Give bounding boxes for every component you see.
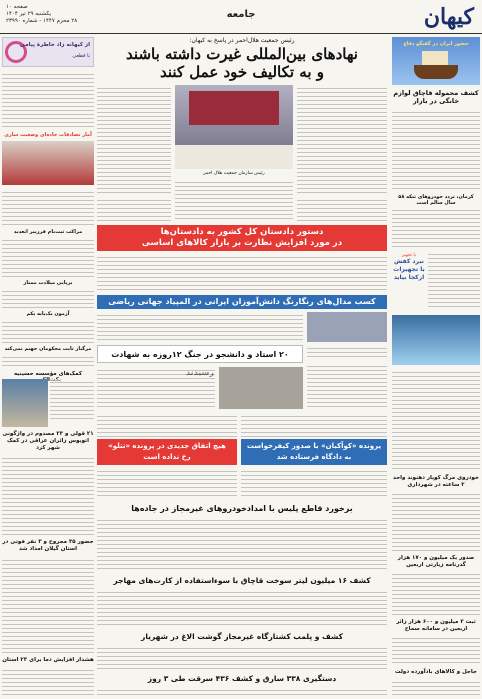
kicker-box: با تجهیز نبرد کفش با تجهیزات ازکجا بیاید [393,253,425,281]
story-text [97,197,171,221]
story-box [392,251,480,311]
olympiad-photo [307,312,387,342]
story-text [97,413,237,437]
story-text [297,85,387,193]
sports-photo [2,141,94,185]
story-text [97,468,237,498]
story-text [2,557,94,653]
red-headline: دستور دادستان کل کشور به دادستان‌ها در مورد افزایش نظارت بر بازار کالاهای اساسی [97,225,387,251]
story-text [97,312,303,342]
story-head: آزمون یک‌پایه یکم [26,311,70,317]
story-head: جاجل و کالاهای بادآورده دولت [395,669,477,675]
story-head: کمک‌های مؤسسه حسینیه [13,371,83,377]
ad-title: از کیهانه زاد خاطرهٔ پیامی [19,42,90,48]
story-text [392,571,480,615]
logo: کیهان [423,4,474,30]
theft-headline: دستگیری ۳۳۸ سارق و کشف ۴۳۶ سرقت طی ۳ روز [147,674,337,683]
section-title: جامعه [226,9,256,20]
left-red-headline: هیچ اتفاق جدیدی در پرونده «تتلو» رخ نداده است [97,439,237,465]
ship-photo [392,37,480,85]
story-text [2,189,94,225]
date-block [6,4,77,25]
police-headline: برخورد قاطع پلیس با امدادخودروهای غیرمجاز در جاده‌ها [131,504,353,513]
ocean-photo [392,315,480,365]
ship-caption: حضور ایران در گفتگو دفاع [403,41,469,47]
photo-caption: رئیس سازمان جمعیت هلال احمر [203,171,265,176]
story-head: صدور یک میلیون و ۱۷۰ هزار گذرنامه زیارتی اربعین [397,555,475,568]
story-text [97,85,171,193]
meat-headline: کشف و پلمب کشتارگاه غیرمجاز گوشت الاغ در شهریار [141,632,343,641]
date-line: یکشنبه ۲۹ تیر ۱۴۰۴ [6,11,51,17]
story-head: کشف محموله قاچاق لوازم خانگی در بازار [393,89,479,105]
story-head: برپایی میلادت ممتاز [23,280,73,286]
page-number: صفحه ۱۰ [6,4,28,10]
story-text [2,319,94,343]
story-head: هشدار افزایش دما برای ۲۳ استان [2,657,94,663]
story-text [428,251,480,309]
story-text [2,288,94,308]
story-text [2,667,94,697]
story-text [392,491,480,551]
red-link: آمار تصادفات جاده‌ای وضعیت ساری [4,132,92,138]
story-text [2,71,94,129]
blue-headline: کسب مدال‌های رنگارنگ دانش‌آموزان ایرانی در المپیاد جهانی ریاضی [97,295,387,309]
story-text [241,413,387,437]
martyrs-photo [219,367,303,409]
story-head: مرگبار ثابت محکومان جهنم نمی‌کند [4,346,92,352]
right-column [392,37,480,697]
story-text [307,345,387,359]
story-text [297,197,387,221]
story-text [392,635,480,665]
story-text [97,645,387,669]
main-headline: نهادهای بین‌المللی غیرت داشته باشند [126,45,358,63]
story-head: حضور ۳۵ مجروح و ۳ نفر فوتی در استان گیلان امداد شد [2,539,94,552]
story-text [2,237,94,277]
fuel-headline: کشف ۱۶ میلیون لیتر سوخت قاچاق با سوءاستفاده از کارت‌های مهاجر [113,576,371,585]
story-text [97,367,215,409]
story-text [97,589,387,625]
martyr-headline: ۲۰ استاد و دانشجو در جنگ ۱۲روزه به شهادت [97,345,303,363]
story-head: مراکب ثبت‌نام فرزیبر اتعدید [13,229,83,235]
left-column [2,37,94,697]
story-text [241,468,387,498]
kicker: رئیس جمعیت هلال‌احمر در پاسخ به کیهان: [189,37,295,44]
story-text [392,679,480,697]
story-text [392,369,480,469]
story-head: کرمان، تردد خودروهای تنکه ۵۸ سال سالم است [398,194,474,206]
story-text [392,207,480,247]
story-text [307,363,387,409]
main-headline: و به تکالیف خود عمل کنند [160,63,324,81]
conference-photo [175,85,293,169]
story-text [97,517,387,569]
issue-line: ۲۸ محرم ۱۴۴۷ - شماره ۲۳۹۹۰ [6,18,78,24]
story-text [97,687,387,697]
story-text [392,109,480,191]
blue-box-headline: پرونده «کوآکبان» با صدور کیفرخواست به دادگاه فرستاده شد [241,439,387,465]
center-column [97,37,387,697]
story-text [2,354,94,368]
ad-subtitle: تا قطعی [72,53,90,59]
ad-banner [2,37,94,67]
story-text [175,179,293,221]
masthead [0,0,482,34]
story-head: ثبت ۲ میلیون و ۶۰۰ هزار زائر اربعین در سامانه سماح [396,619,476,632]
story-head: خودروی مرگ کوپار دهنوند واحد ۲ ساعته در شهرداری [393,475,479,488]
story-text [97,254,387,292]
charity-photo [2,379,48,427]
story-text [2,455,94,535]
story-text [50,379,94,419]
story-head: ۲۱ قولی و ۲۳ مصدوم در واژگونی اتوبوس زائران عراقی در کمک‌ شهر کرد [2,431,94,451]
